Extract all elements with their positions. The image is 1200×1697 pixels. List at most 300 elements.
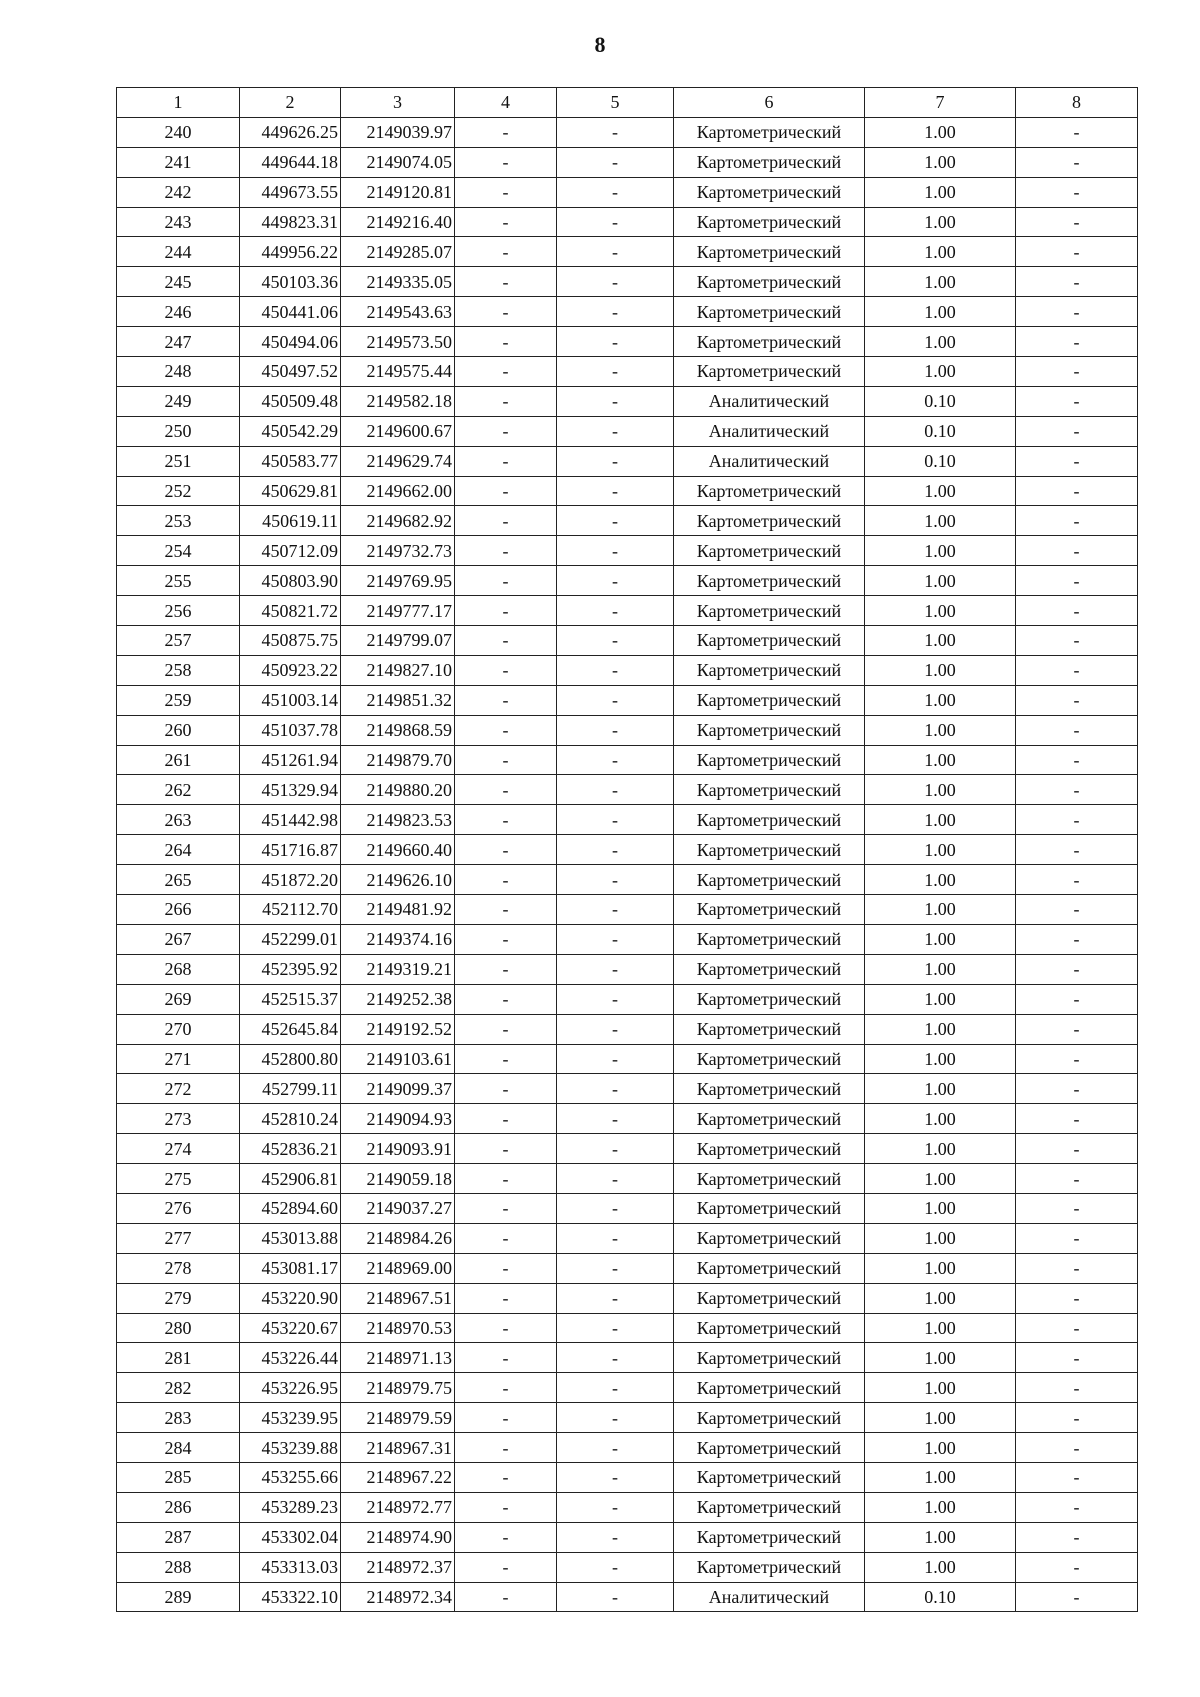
table-cell-col-2: 452906.81 xyxy=(240,1164,341,1194)
table-cell-col-1: 243 xyxy=(117,207,240,237)
table-cell-col-6: Картометрический xyxy=(674,745,865,775)
table-cell-col-3: 2149823.53 xyxy=(341,805,455,835)
table-cell-col-4: - xyxy=(455,596,557,626)
table-cell-col-3: 2149769.95 xyxy=(341,566,455,596)
column-header-6: 6 xyxy=(674,88,865,118)
table-row xyxy=(117,207,1138,237)
table-cell-col-4: - xyxy=(455,446,557,476)
table-cell-col-6: Картометрический xyxy=(674,895,865,925)
table-cell-col-3: 2149879.70 xyxy=(341,745,455,775)
table-cell-col-3: 2149777.17 xyxy=(341,596,455,626)
table-cell-col-6: Картометрический xyxy=(674,655,865,685)
table-cell-col-3: 2149103.61 xyxy=(341,1044,455,1074)
table-row xyxy=(117,1044,1138,1074)
table-cell-col-6: Картометрический xyxy=(674,147,865,177)
page-number: 8 xyxy=(594,32,606,57)
table-cell-col-1: 273 xyxy=(117,1104,240,1134)
table-cell-col-6: Картометрический xyxy=(674,1492,865,1522)
table-cell-col-5: - xyxy=(557,147,674,177)
table-cell-col-4: - xyxy=(455,1014,557,1044)
table-row xyxy=(117,1164,1138,1194)
table-cell-col-6: Картометрический xyxy=(674,506,865,536)
table-cell-col-8: - xyxy=(1016,1343,1138,1373)
table-cell-col-2: 452894.60 xyxy=(240,1193,341,1223)
table-cell-col-5: - xyxy=(557,416,674,446)
column-header-4: 4 xyxy=(455,88,557,118)
table-cell-col-3: 2149827.10 xyxy=(341,655,455,685)
table-row xyxy=(117,536,1138,566)
table-cell-col-3: 2149216.40 xyxy=(341,207,455,237)
table-cell-col-8: - xyxy=(1016,1582,1138,1612)
table-cell-col-1: 274 xyxy=(117,1134,240,1164)
table-cell-col-4: - xyxy=(455,1343,557,1373)
table-cell-col-2: 453239.95 xyxy=(240,1403,341,1433)
table-cell-col-8: - xyxy=(1016,865,1138,895)
table-cell-col-2: 453322.10 xyxy=(240,1582,341,1612)
table-row xyxy=(117,1253,1138,1283)
table-cell-col-5: - xyxy=(557,1313,674,1343)
table-cell-col-1: 285 xyxy=(117,1462,240,1492)
table-row xyxy=(117,1522,1138,1552)
table-cell-col-4: - xyxy=(455,1582,557,1612)
table-cell-col-6: Картометрический xyxy=(674,1462,865,1492)
table-cell-col-6: Картометрический xyxy=(674,685,865,715)
column-header-8: 8 xyxy=(1016,88,1138,118)
table-cell-col-5: - xyxy=(557,775,674,805)
table-row xyxy=(117,1462,1138,1492)
table-row xyxy=(117,446,1138,476)
table-cell-col-7: 1.00 xyxy=(865,626,1016,656)
table-cell-col-5: - xyxy=(557,1373,674,1403)
coordinates-table xyxy=(116,87,1138,1612)
table-cell-col-2: 450712.09 xyxy=(240,536,341,566)
table-cell-col-2: 451329.94 xyxy=(240,775,341,805)
table-cell-col-4: - xyxy=(455,566,557,596)
table-cell-col-3: 2148972.37 xyxy=(341,1552,455,1582)
table-cell-col-8: - xyxy=(1016,416,1138,446)
table-cell-col-5: - xyxy=(557,1104,674,1134)
table-cell-col-7: 1.00 xyxy=(865,745,1016,775)
table-cell-col-7: 1.00 xyxy=(865,1044,1016,1074)
table-cell-col-5: - xyxy=(557,715,674,745)
table-cell-col-8: - xyxy=(1016,506,1138,536)
table-cell-col-4: - xyxy=(455,506,557,536)
table-cell-col-5: - xyxy=(557,865,674,895)
table-cell-col-2: 453255.66 xyxy=(240,1462,341,1492)
table-cell-col-2: 450923.22 xyxy=(240,655,341,685)
table-cell-col-2: 451261.94 xyxy=(240,745,341,775)
table-cell-col-8: - xyxy=(1016,835,1138,865)
table-cell-col-1: 286 xyxy=(117,1492,240,1522)
table-cell-col-7: 1.00 xyxy=(865,297,1016,327)
table-cell-col-2: 450542.29 xyxy=(240,416,341,446)
table-cell-col-5: - xyxy=(557,685,674,715)
table-row xyxy=(117,506,1138,536)
table-cell-col-1: 265 xyxy=(117,865,240,895)
table-cell-col-7: 0.10 xyxy=(865,386,1016,416)
table-cell-col-2: 449823.31 xyxy=(240,207,341,237)
table-cell-col-5: - xyxy=(557,984,674,1014)
table-cell-col-6: Картометрический xyxy=(674,1074,865,1104)
table-cell-col-7: 1.00 xyxy=(865,775,1016,805)
table-cell-col-2: 452112.70 xyxy=(240,895,341,925)
table-cell-col-6: Картометрический xyxy=(674,566,865,596)
table-cell-col-8: - xyxy=(1016,954,1138,984)
table-cell-col-7: 1.00 xyxy=(865,1074,1016,1104)
table-cell-col-2: 449956.22 xyxy=(240,237,341,267)
table-cell-col-5: - xyxy=(557,1253,674,1283)
table-cell-col-5: - xyxy=(557,1014,674,1044)
table-cell-col-5: - xyxy=(557,1193,674,1223)
table-cell-col-3: 2148972.77 xyxy=(341,1492,455,1522)
table-cell-col-5: - xyxy=(557,267,674,297)
table-cell-col-3: 2148967.31 xyxy=(341,1433,455,1463)
table-row xyxy=(117,715,1138,745)
table-cell-col-6: Картометрический xyxy=(674,596,865,626)
table-cell-col-4: - xyxy=(455,685,557,715)
table-cell-col-1: 263 xyxy=(117,805,240,835)
table-cell-col-3: 2148984.26 xyxy=(341,1223,455,1253)
table-cell-col-7: 1.00 xyxy=(865,895,1016,925)
table-cell-col-4: - xyxy=(455,1522,557,1552)
table-cell-col-3: 2149629.74 xyxy=(341,446,455,476)
table-cell-col-4: - xyxy=(455,1134,557,1164)
column-header-3: 3 xyxy=(341,88,455,118)
table-cell-col-6: Аналитический xyxy=(674,416,865,446)
table-row xyxy=(117,895,1138,925)
table-cell-col-2: 450821.72 xyxy=(240,596,341,626)
table-cell-col-3: 2149074.05 xyxy=(341,147,455,177)
table-cell-col-2: 450803.90 xyxy=(240,566,341,596)
table-row xyxy=(117,805,1138,835)
table-cell-col-8: - xyxy=(1016,327,1138,357)
table-cell-col-2: 453220.90 xyxy=(240,1283,341,1313)
table-cell-col-1: 288 xyxy=(117,1552,240,1582)
table-cell-col-4: - xyxy=(455,626,557,656)
table-cell-col-5: - xyxy=(557,1582,674,1612)
table-cell-col-7: 1.00 xyxy=(865,357,1016,387)
table-cell-col-5: - xyxy=(557,895,674,925)
table-row xyxy=(117,297,1138,327)
table-cell-col-1: 287 xyxy=(117,1522,240,1552)
table-cell-col-7: 1.00 xyxy=(865,1253,1016,1283)
table-cell-col-1: 254 xyxy=(117,536,240,566)
table-cell-col-4: - xyxy=(455,1164,557,1194)
table-cell-col-7: 1.00 xyxy=(865,267,1016,297)
table-cell-col-5: - xyxy=(557,1552,674,1582)
table-cell-col-8: - xyxy=(1016,1253,1138,1283)
table-cell-col-8: - xyxy=(1016,446,1138,476)
table-cell-col-3: 2149099.37 xyxy=(341,1074,455,1104)
table-cell-col-6: Картометрический xyxy=(674,1433,865,1463)
table-cell-col-6: Картометрический xyxy=(674,626,865,656)
table-cell-col-4: - xyxy=(455,835,557,865)
table-row xyxy=(117,1373,1138,1403)
table-row xyxy=(117,626,1138,656)
table-cell-col-5: - xyxy=(557,805,674,835)
table-cell-col-2: 450494.06 xyxy=(240,327,341,357)
table-cell-col-8: - xyxy=(1016,984,1138,1014)
table-cell-col-5: - xyxy=(557,506,674,536)
table-cell-col-1: 244 xyxy=(117,237,240,267)
table-cell-col-1: 257 xyxy=(117,626,240,656)
table-cell-col-8: - xyxy=(1016,626,1138,656)
table-cell-col-1: 249 xyxy=(117,386,240,416)
table-cell-col-3: 2148967.51 xyxy=(341,1283,455,1313)
table-row xyxy=(117,1313,1138,1343)
table-cell-col-7: 1.00 xyxy=(865,1014,1016,1044)
table-cell-col-4: - xyxy=(455,924,557,954)
table-cell-col-7: 1.00 xyxy=(865,1492,1016,1522)
table-cell-col-4: - xyxy=(455,1283,557,1313)
table-cell-col-3: 2149374.16 xyxy=(341,924,455,954)
table-cell-col-4: - xyxy=(455,1044,557,1074)
table-cell-col-5: - xyxy=(557,745,674,775)
table-cell-col-5: - xyxy=(557,207,674,237)
table-cell-col-1: 289 xyxy=(117,1582,240,1612)
table-cell-col-8: - xyxy=(1016,1313,1138,1343)
table-cell-col-2: 453013.88 xyxy=(240,1223,341,1253)
table-cell-col-6: Картометрический xyxy=(674,357,865,387)
table-cell-col-8: - xyxy=(1016,1283,1138,1313)
table-cell-col-1: 241 xyxy=(117,147,240,177)
table-cell-col-7: 1.00 xyxy=(865,566,1016,596)
table-cell-col-6: Аналитический xyxy=(674,446,865,476)
table-cell-col-8: - xyxy=(1016,1462,1138,1492)
table-cell-col-7: 1.00 xyxy=(865,117,1016,147)
table-cell-col-1: 283 xyxy=(117,1403,240,1433)
table-cell-col-5: - xyxy=(557,1223,674,1253)
table-row xyxy=(117,1193,1138,1223)
table-cell-col-1: 247 xyxy=(117,327,240,357)
table-cell-col-1: 267 xyxy=(117,924,240,954)
table-cell-col-5: - xyxy=(557,1283,674,1313)
table-cell-col-7: 1.00 xyxy=(865,1433,1016,1463)
table-row xyxy=(117,566,1138,596)
table-cell-col-7: 1.00 xyxy=(865,596,1016,626)
table-cell-col-4: - xyxy=(455,207,557,237)
table-cell-col-1: 255 xyxy=(117,566,240,596)
table-cell-col-6: Картометрический xyxy=(674,715,865,745)
table-cell-col-5: - xyxy=(557,924,674,954)
table-cell-col-6: Картометрический xyxy=(674,865,865,895)
table-cell-col-3: 2148971.13 xyxy=(341,1343,455,1373)
table-cell-col-1: 242 xyxy=(117,177,240,207)
table-cell-col-8: - xyxy=(1016,1373,1138,1403)
column-header-5: 5 xyxy=(557,88,674,118)
table-cell-col-2: 452836.21 xyxy=(240,1134,341,1164)
table-cell-col-6: Картометрический xyxy=(674,177,865,207)
table-cell-col-1: 250 xyxy=(117,416,240,446)
table-cell-col-8: - xyxy=(1016,1104,1138,1134)
table-cell-col-6: Картометрический xyxy=(674,1164,865,1194)
table-cell-col-8: - xyxy=(1016,715,1138,745)
table-cell-col-5: - xyxy=(557,626,674,656)
table-row xyxy=(117,1014,1138,1044)
table-cell-col-7: 1.00 xyxy=(865,1104,1016,1134)
table-cell-col-4: - xyxy=(455,1552,557,1582)
table-row xyxy=(117,1433,1138,1463)
table-cell-col-4: - xyxy=(455,177,557,207)
table-row xyxy=(117,1403,1138,1433)
table-cell-col-1: 264 xyxy=(117,835,240,865)
table-cell-col-8: - xyxy=(1016,386,1138,416)
table-cell-col-3: 2149732.73 xyxy=(341,536,455,566)
table-cell-col-2: 452800.80 xyxy=(240,1044,341,1074)
table-cell-col-3: 2149573.50 xyxy=(341,327,455,357)
table-row xyxy=(117,1552,1138,1582)
table-cell-col-1: 278 xyxy=(117,1253,240,1283)
table-cell-col-4: - xyxy=(455,865,557,895)
table-cell-col-4: - xyxy=(455,327,557,357)
table-cell-col-2: 453289.23 xyxy=(240,1492,341,1522)
table-cell-col-8: - xyxy=(1016,895,1138,925)
table-cell-col-1: 272 xyxy=(117,1074,240,1104)
table-cell-col-5: - xyxy=(557,1433,674,1463)
table-cell-col-1: 252 xyxy=(117,476,240,506)
table-cell-col-5: - xyxy=(557,1343,674,1373)
table-cell-col-7: 1.00 xyxy=(865,476,1016,506)
table-cell-col-7: 1.00 xyxy=(865,835,1016,865)
table-cell-col-2: 452810.24 xyxy=(240,1104,341,1134)
table-cell-col-8: - xyxy=(1016,1044,1138,1074)
table-cell-col-6: Картометрический xyxy=(674,954,865,984)
table-cell-col-4: - xyxy=(455,1462,557,1492)
table-row xyxy=(117,1492,1138,1522)
table-cell-col-1: 258 xyxy=(117,655,240,685)
table-cell-col-1: 245 xyxy=(117,267,240,297)
table-cell-col-3: 2148979.59 xyxy=(341,1403,455,1433)
table-cell-col-5: - xyxy=(557,1403,674,1433)
table-cell-col-7: 0.10 xyxy=(865,446,1016,476)
table-cell-col-8: - xyxy=(1016,805,1138,835)
table-cell-col-5: - xyxy=(557,1074,674,1104)
table-cell-col-4: - xyxy=(455,1104,557,1134)
table-cell-col-6: Картометрический xyxy=(674,297,865,327)
table-cell-col-6: Картометрический xyxy=(674,1343,865,1373)
table-row xyxy=(117,775,1138,805)
table-cell-col-3: 2149120.81 xyxy=(341,177,455,207)
table-cell-col-8: - xyxy=(1016,297,1138,327)
table-cell-col-1: 275 xyxy=(117,1164,240,1194)
table-cell-col-7: 1.00 xyxy=(865,1164,1016,1194)
table-cell-col-7: 1.00 xyxy=(865,865,1016,895)
table-cell-col-7: 1.00 xyxy=(865,1313,1016,1343)
table-cell-col-4: - xyxy=(455,1373,557,1403)
table-cell-col-4: - xyxy=(455,1253,557,1283)
table-cell-col-8: - xyxy=(1016,1552,1138,1582)
table-cell-col-3: 2149039.97 xyxy=(341,117,455,147)
table-cell-col-2: 450629.81 xyxy=(240,476,341,506)
table-row xyxy=(117,386,1138,416)
table-cell-col-6: Картометрический xyxy=(674,1522,865,1552)
table-cell-col-8: - xyxy=(1016,745,1138,775)
table-cell-col-4: - xyxy=(455,954,557,984)
table-cell-col-8: - xyxy=(1016,685,1138,715)
table-cell-col-6: Картометрический xyxy=(674,1313,865,1343)
table-cell-col-4: - xyxy=(455,117,557,147)
table-cell-col-4: - xyxy=(455,745,557,775)
table-cell-col-8: - xyxy=(1016,476,1138,506)
table-cell-col-2: 449626.25 xyxy=(240,117,341,147)
table-cell-col-6: Аналитический xyxy=(674,386,865,416)
table-cell-col-7: 1.00 xyxy=(865,207,1016,237)
table-cell-col-5: - xyxy=(557,386,674,416)
table-cell-col-2: 451037.78 xyxy=(240,715,341,745)
table-row xyxy=(117,685,1138,715)
table-cell-col-8: - xyxy=(1016,924,1138,954)
table-cell-col-1: 271 xyxy=(117,1044,240,1074)
table-row xyxy=(117,984,1138,1014)
table-cell-col-7: 1.00 xyxy=(865,805,1016,835)
table-cell-col-7: 1.00 xyxy=(865,1223,1016,1253)
table-cell-col-5: - xyxy=(557,596,674,626)
table-cell-col-8: - xyxy=(1016,1134,1138,1164)
table-cell-col-6: Картометрический xyxy=(674,924,865,954)
table-cell-col-5: - xyxy=(557,536,674,566)
table-cell-col-8: - xyxy=(1016,1014,1138,1044)
column-header-2: 2 xyxy=(240,88,341,118)
table-cell-col-2: 450497.52 xyxy=(240,357,341,387)
table-cell-col-5: - xyxy=(557,476,674,506)
table-row xyxy=(117,745,1138,775)
table-cell-col-6: Картометрический xyxy=(674,1193,865,1223)
table-cell-col-1: 276 xyxy=(117,1193,240,1223)
table-row xyxy=(117,954,1138,984)
table-cell-col-5: - xyxy=(557,655,674,685)
table-cell-col-1: 248 xyxy=(117,357,240,387)
table-cell-col-4: - xyxy=(455,775,557,805)
table-cell-col-7: 1.00 xyxy=(865,1462,1016,1492)
table-cell-col-7: 1.00 xyxy=(865,1283,1016,1313)
table-cell-col-3: 2149799.07 xyxy=(341,626,455,656)
table-row xyxy=(117,416,1138,446)
table-cell-col-8: - xyxy=(1016,267,1138,297)
table-cell-col-6: Картометрический xyxy=(674,117,865,147)
table-cell-col-6: Картометрический xyxy=(674,1044,865,1074)
table-cell-col-3: 2149481.92 xyxy=(341,895,455,925)
table-cell-col-7: 1.00 xyxy=(865,327,1016,357)
column-header-1: 1 xyxy=(117,88,240,118)
table-cell-col-2: 449673.55 xyxy=(240,177,341,207)
table-cell-col-7: 1.00 xyxy=(865,1522,1016,1552)
table-cell-col-4: - xyxy=(455,655,557,685)
table-cell-col-3: 2149851.32 xyxy=(341,685,455,715)
table-cell-col-2: 450619.11 xyxy=(240,506,341,536)
column-header-7: 7 xyxy=(865,88,1016,118)
table-cell-col-8: - xyxy=(1016,655,1138,685)
table-row xyxy=(117,924,1138,954)
table-cell-col-8: - xyxy=(1016,207,1138,237)
table-cell-col-1: 269 xyxy=(117,984,240,1014)
table-cell-col-4: - xyxy=(455,1313,557,1343)
table-cell-col-6: Картометрический xyxy=(674,476,865,506)
table-cell-col-6: Картометрический xyxy=(674,1552,865,1582)
table-cell-col-6: Аналитический xyxy=(674,1582,865,1612)
table-cell-col-3: 2149543.63 xyxy=(341,297,455,327)
table-row xyxy=(117,357,1138,387)
table-cell-col-1: 268 xyxy=(117,954,240,984)
table-cell-col-1: 282 xyxy=(117,1373,240,1403)
table-cell-col-7: 1.00 xyxy=(865,1373,1016,1403)
table-cell-col-3: 2149660.40 xyxy=(341,835,455,865)
table-cell-col-5: - xyxy=(557,1492,674,1522)
table-cell-col-6: Картометрический xyxy=(674,536,865,566)
table-cell-col-5: - xyxy=(557,117,674,147)
table-cell-col-8: - xyxy=(1016,1433,1138,1463)
table-cell-col-8: - xyxy=(1016,536,1138,566)
table-cell-col-6: Картометрический xyxy=(674,1373,865,1403)
